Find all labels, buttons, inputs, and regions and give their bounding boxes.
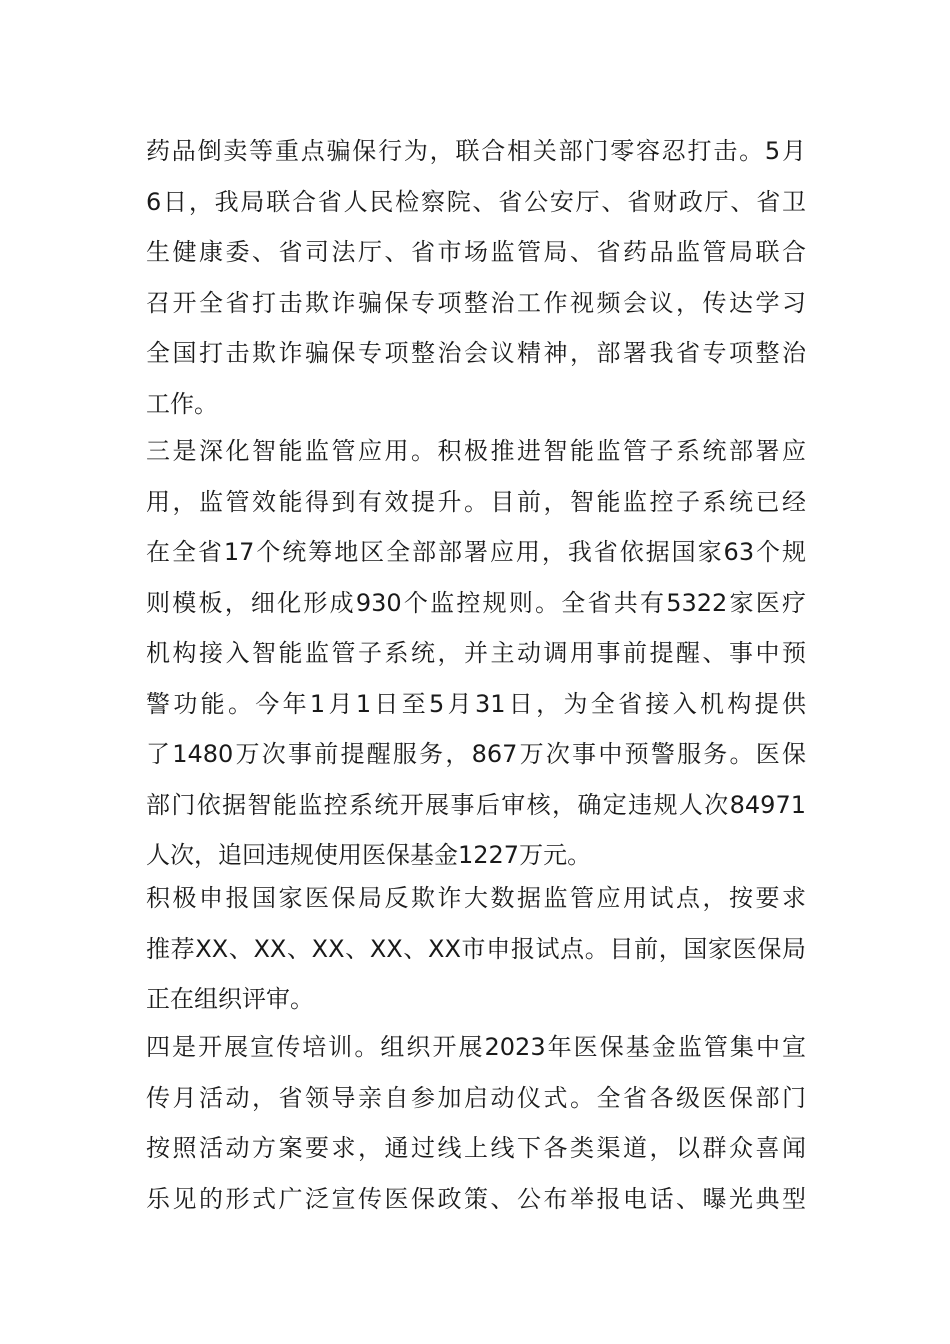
text-line: 则模板，细化形成930个监控规则。全省共有5322家医疗 <box>146 588 806 617</box>
paragraph-publicity-training <box>146 1022 806 1224</box>
paragraph-smart-supervision <box>146 426 806 881</box>
text-line: 按照活动方案要求，通过线上线下各类渠道，以群众喜闻 <box>146 1134 806 1162</box>
text-line: 药品倒卖等重点骗保行为，联合相关部门零容忍打击。5月 <box>146 137 806 165</box>
text-line: 人次，追回违规使用医保基金1227万元。 <box>146 841 592 869</box>
text-line: 正在组织评审。 <box>146 985 314 1013</box>
text-line: 在全省17个统筹地区全部部署应用，我省依据国家63个规 <box>146 538 806 566</box>
text-line: 传月活动，省领导亲自参加启动仪式。全省各级医保部门 <box>146 1083 806 1112</box>
text-line: 用，监管效能得到有效提升。目前，智能监控子系统已经 <box>146 487 806 516</box>
text-line: 召开全省打击欺诈骗保专项整治工作视频会议，传达学习 <box>146 288 806 317</box>
text-line: 四是开展宣传培训。组织开展2023年医保基金监管集中宣 <box>146 1033 806 1061</box>
text-line: 机构接入智能监管子系统，并主动调用事前提醒、事中预 <box>146 639 806 667</box>
text-line: 了1480万次事前提醒服务，867万次事中预警服务。医保 <box>146 740 806 768</box>
text-line: 部门依据智能监控系统开展事后审核，确定违规人次84971 <box>146 790 806 819</box>
text-line: 推荐XX、XX、XX、XX、XX市申报试点。目前，国家医保局 <box>146 934 806 963</box>
paragraph-fraud-crackdown <box>146 126 806 429</box>
text-line: 乐见的形式广泛宣传医保政策、公布举报电话、曝光典型 <box>146 1184 806 1213</box>
text-line: 积极申报国家医保局反欺诈大数据监管应用试点，按要求 <box>146 884 806 912</box>
text-line: 三是深化智能监管应用。积极推进智能监管子系统部署应 <box>146 437 806 465</box>
text-line: 全国打击欺诈骗保专项整治会议精神，部署我省专项整治 <box>146 339 806 367</box>
text-line: 生健康委、省司法厅、省市场监管局、省药品监管局联合 <box>146 238 806 266</box>
text-line: 警功能。今年1月1日至5月31日，为全省接入机构提供 <box>146 689 806 718</box>
paragraph-pilot-application <box>146 873 806 1025</box>
text-line: 6日，我局联合省人民检察院、省公安厅、省财政厅、省卫 <box>146 187 806 216</box>
text-line: 工作。 <box>146 389 218 418</box>
